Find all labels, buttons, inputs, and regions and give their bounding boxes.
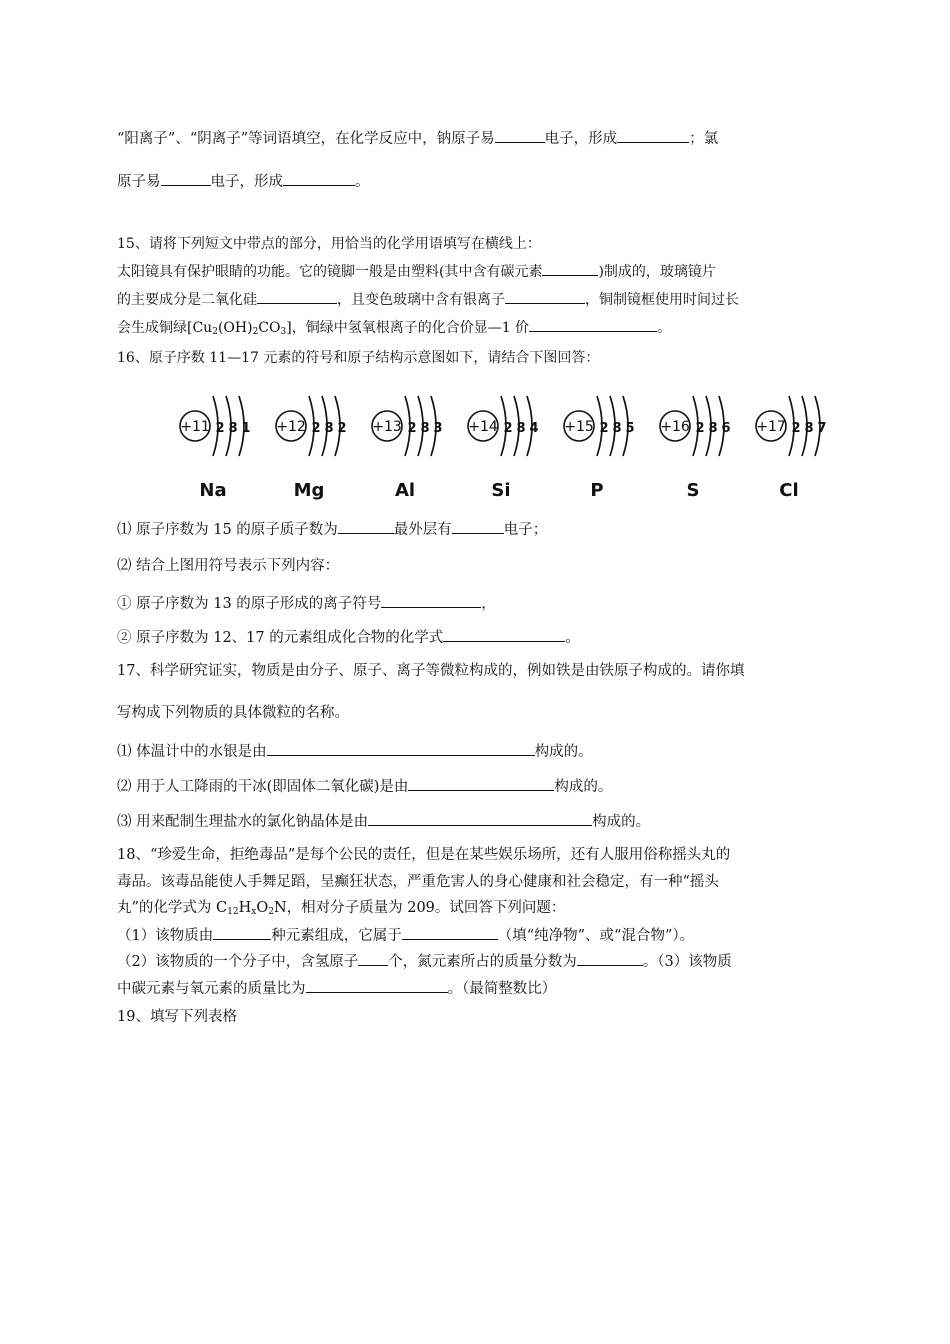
question-15-line-3	[117, 317, 671, 342]
atom-si	[468, 396, 539, 501]
subscript: 2	[212, 327, 218, 337]
nucleus-charge: +17	[756, 419, 786, 435]
answer-blank[interactable]	[283, 171, 355, 186]
nucleus-charge: +11	[180, 419, 210, 435]
shell-electron-count: 8	[708, 421, 718, 436]
nucleus-charge: +16	[660, 419, 690, 435]
question-18-line-4	[117, 925, 694, 946]
text: 构成的。	[554, 779, 613, 795]
text: ；氯	[689, 131, 719, 147]
element-symbol: Cl	[779, 480, 799, 501]
text: 电子，形成	[210, 174, 283, 190]
shell-electron-count: 8	[228, 421, 238, 436]
nucleus-charge: +14	[468, 419, 498, 435]
answer-blank[interactable]	[505, 289, 585, 304]
text: O	[256, 900, 269, 916]
atom-mg	[276, 396, 347, 501]
text: )制成的，玻璃镜片	[598, 264, 716, 280]
subscript: 2	[268, 907, 274, 917]
question-16-title	[117, 348, 599, 368]
shell-electron-count: 2	[599, 421, 609, 436]
question-16-part-1	[117, 519, 547, 540]
question-17-part-2	[117, 776, 612, 797]
shell-electron-count: 4	[529, 421, 539, 436]
answer-blank[interactable]	[213, 925, 271, 940]
text: 原子易	[117, 174, 161, 190]
text: (OH)	[217, 320, 253, 336]
element-symbol: P	[590, 480, 604, 501]
answer-blank[interactable]	[529, 317, 657, 332]
question-18-line-2	[117, 872, 719, 892]
text: ，	[481, 596, 496, 612]
text: ⑵ 结合上图用符号表示下列内容：	[117, 558, 340, 574]
text: 构成的。	[534, 744, 593, 760]
text: ⑴ 体温计中的水银是由	[117, 744, 267, 760]
answer-blank[interactable]	[617, 128, 689, 143]
question-17-part-3	[117, 811, 650, 832]
answer-blank[interactable]	[443, 627, 565, 642]
question-17-part-1	[117, 741, 593, 762]
element-symbol: Si	[491, 480, 511, 501]
text: ⑶ 用来配制生理盐水的氯化钠晶体是由	[117, 814, 369, 830]
question-18-line-1	[117, 845, 730, 865]
shell-electron-count: 2	[337, 421, 347, 436]
text: 电子；	[503, 522, 548, 538]
question-19-title	[117, 1007, 237, 1027]
answer-blank[interactable]	[495, 128, 545, 143]
text: 写构成下列物质的具体微粒的名称。	[117, 705, 349, 721]
element-symbol: S	[686, 480, 700, 501]
element-symbol: Al	[394, 480, 416, 501]
text: N，相对分子质量为 209。试回答下列问题：	[273, 900, 566, 916]
subscript: 2	[252, 327, 259, 337]
shell-electron-count: 8	[516, 421, 526, 436]
question-17-line-2	[117, 703, 349, 723]
atom-s	[660, 396, 731, 501]
shell-electron-count: 2	[791, 421, 801, 436]
text: 中碳元素与氧元素的质量比为	[117, 981, 306, 997]
text: 电子，形成	[544, 131, 618, 147]
text-line-ion-fill	[117, 128, 718, 149]
shell-electron-count: 2	[503, 421, 513, 436]
answer-blank[interactable]	[338, 519, 394, 534]
text: 毒品。该毒品能使人手舞足蹈，呈癫狂状态，严重危害人的身心健康和社会稳定，有一种“摇头	[117, 874, 719, 890]
shell-electron-count: 2	[407, 421, 417, 436]
answer-blank[interactable]	[381, 593, 481, 608]
text-line-chlorine	[117, 171, 370, 192]
answer-blank[interactable]	[368, 811, 592, 826]
answer-blank[interactable]	[408, 776, 554, 791]
question-16-part-2a	[117, 593, 496, 614]
shell-electron-count: 2	[215, 421, 225, 436]
text: 16、原子序数 11—17 元素的符号和原子结构示意图如下，请结合下图回答：	[117, 350, 600, 366]
text: 17、科学研究证实，物质是由分子、原子、离子等微粒构成的，例如铁是由铁原子构成的。请你填	[117, 663, 745, 679]
question-18-line-5	[117, 951, 732, 972]
text: ② 原子序数为 12、17 的元素组成化合物的化学式	[117, 630, 444, 646]
question-18-line-6	[117, 978, 556, 999]
text: 。（3）该物质	[642, 954, 732, 970]
shell-electron-count: 2	[311, 421, 321, 436]
text: ，铜制镜框使用时间过长	[585, 292, 739, 308]
atom-structure-diagram	[170, 378, 840, 508]
text: 18、“珍爱生命，拒绝毒品”是每个公民的责任，但是在某些娱乐场所，还有人服用俗称摇头丸的	[117, 847, 731, 863]
shell-electron-count: 8	[324, 421, 334, 436]
nucleus-charge: +15	[564, 419, 594, 435]
question-15-line-1	[117, 261, 716, 282]
text: 种元素组成，它属于	[271, 928, 402, 944]
subscript: 3	[280, 327, 287, 337]
nucleus-charge: +13	[372, 419, 402, 435]
answer-blank[interactable]	[161, 171, 211, 186]
question-18-line-3	[117, 898, 565, 922]
shell-electron-count: 6	[721, 421, 731, 436]
shell-electron-count: 1	[241, 421, 251, 436]
shell-electron-count: 5	[625, 421, 635, 436]
text: ]，铜绿中氢氧根离子的化合价显—1 价	[286, 320, 530, 336]
text: 19、填写下列表格	[117, 1009, 237, 1025]
question-16-part-2b	[117, 627, 580, 648]
atom-p	[564, 396, 635, 501]
element-symbol: Mg	[293, 480, 325, 501]
text: H	[238, 900, 252, 916]
shell-electron-count: 3	[433, 421, 443, 436]
text: 的主要成分是二氧化硅	[117, 292, 257, 308]
shell-electron-count: 8	[612, 421, 622, 436]
atom-al	[372, 396, 443, 501]
answer-blank[interactable]	[542, 261, 598, 276]
text: 会生成铜绿[Cu	[117, 320, 213, 336]
text: 个，氮元素所占的质量分数为	[388, 954, 577, 970]
answer-blank[interactable]	[358, 951, 388, 966]
question-15-line-2	[117, 289, 739, 310]
atom-na	[180, 396, 251, 501]
text: ，且变色玻璃中含有银离子	[337, 292, 505, 308]
question-16-part-2	[117, 556, 339, 576]
shell-electron-count: 7	[817, 421, 827, 436]
element-symbol: Na	[199, 480, 227, 501]
atom-cl	[756, 396, 827, 501]
text: ⑵ 用于人工降雨的干冰(即固体二氧化碳)是由	[117, 779, 409, 795]
text: 。	[657, 320, 672, 336]
text: ⑴ 原子序数为 15 的原子质子数为	[117, 522, 338, 538]
text: 丸”的化学式为 C	[117, 900, 228, 916]
subscript: x	[251, 907, 257, 917]
text: 15、请将下列短文中带点的部分，用恰当的化学用语填写在横线上：	[117, 236, 541, 252]
shell-electron-count: 8	[420, 421, 430, 436]
text: ① 原子序数为 13 的原子形成的离子符号	[117, 596, 382, 612]
text: 太阳镜具有保护眼睛的功能。它的镜脚一般是由塑料(其中含有碳元素	[117, 264, 543, 280]
text: （填“纯净物”、或“混合物”）。	[497, 928, 695, 944]
subscript: 12	[227, 907, 239, 917]
text: （2）该物质的一个分子中，含氢原子	[117, 954, 359, 970]
text: 最外层有	[393, 522, 452, 538]
answer-blank[interactable]	[452, 519, 504, 534]
text: （1）该物质由	[117, 928, 214, 944]
answer-blank[interactable]	[257, 289, 337, 304]
text: “阳离子”、“阴离子”等词语填空，在化学反应中，钠原子易	[117, 131, 495, 147]
nucleus-charge: +12	[276, 419, 306, 435]
shell-electron-count: 2	[695, 421, 705, 436]
shell-electron-count: 8	[804, 421, 814, 436]
question-17-line-1	[117, 661, 744, 681]
answer-blank[interactable]	[306, 978, 448, 993]
text: 。	[355, 174, 370, 190]
answer-blank[interactable]	[402, 925, 498, 940]
answer-blank[interactable]	[577, 951, 643, 966]
question-15-title	[117, 234, 541, 254]
text: 。	[565, 630, 580, 646]
answer-blank[interactable]	[267, 741, 535, 756]
text: 构成的。	[592, 814, 651, 830]
text: CO	[258, 320, 281, 336]
text: 。（最简整数比）	[447, 981, 557, 997]
